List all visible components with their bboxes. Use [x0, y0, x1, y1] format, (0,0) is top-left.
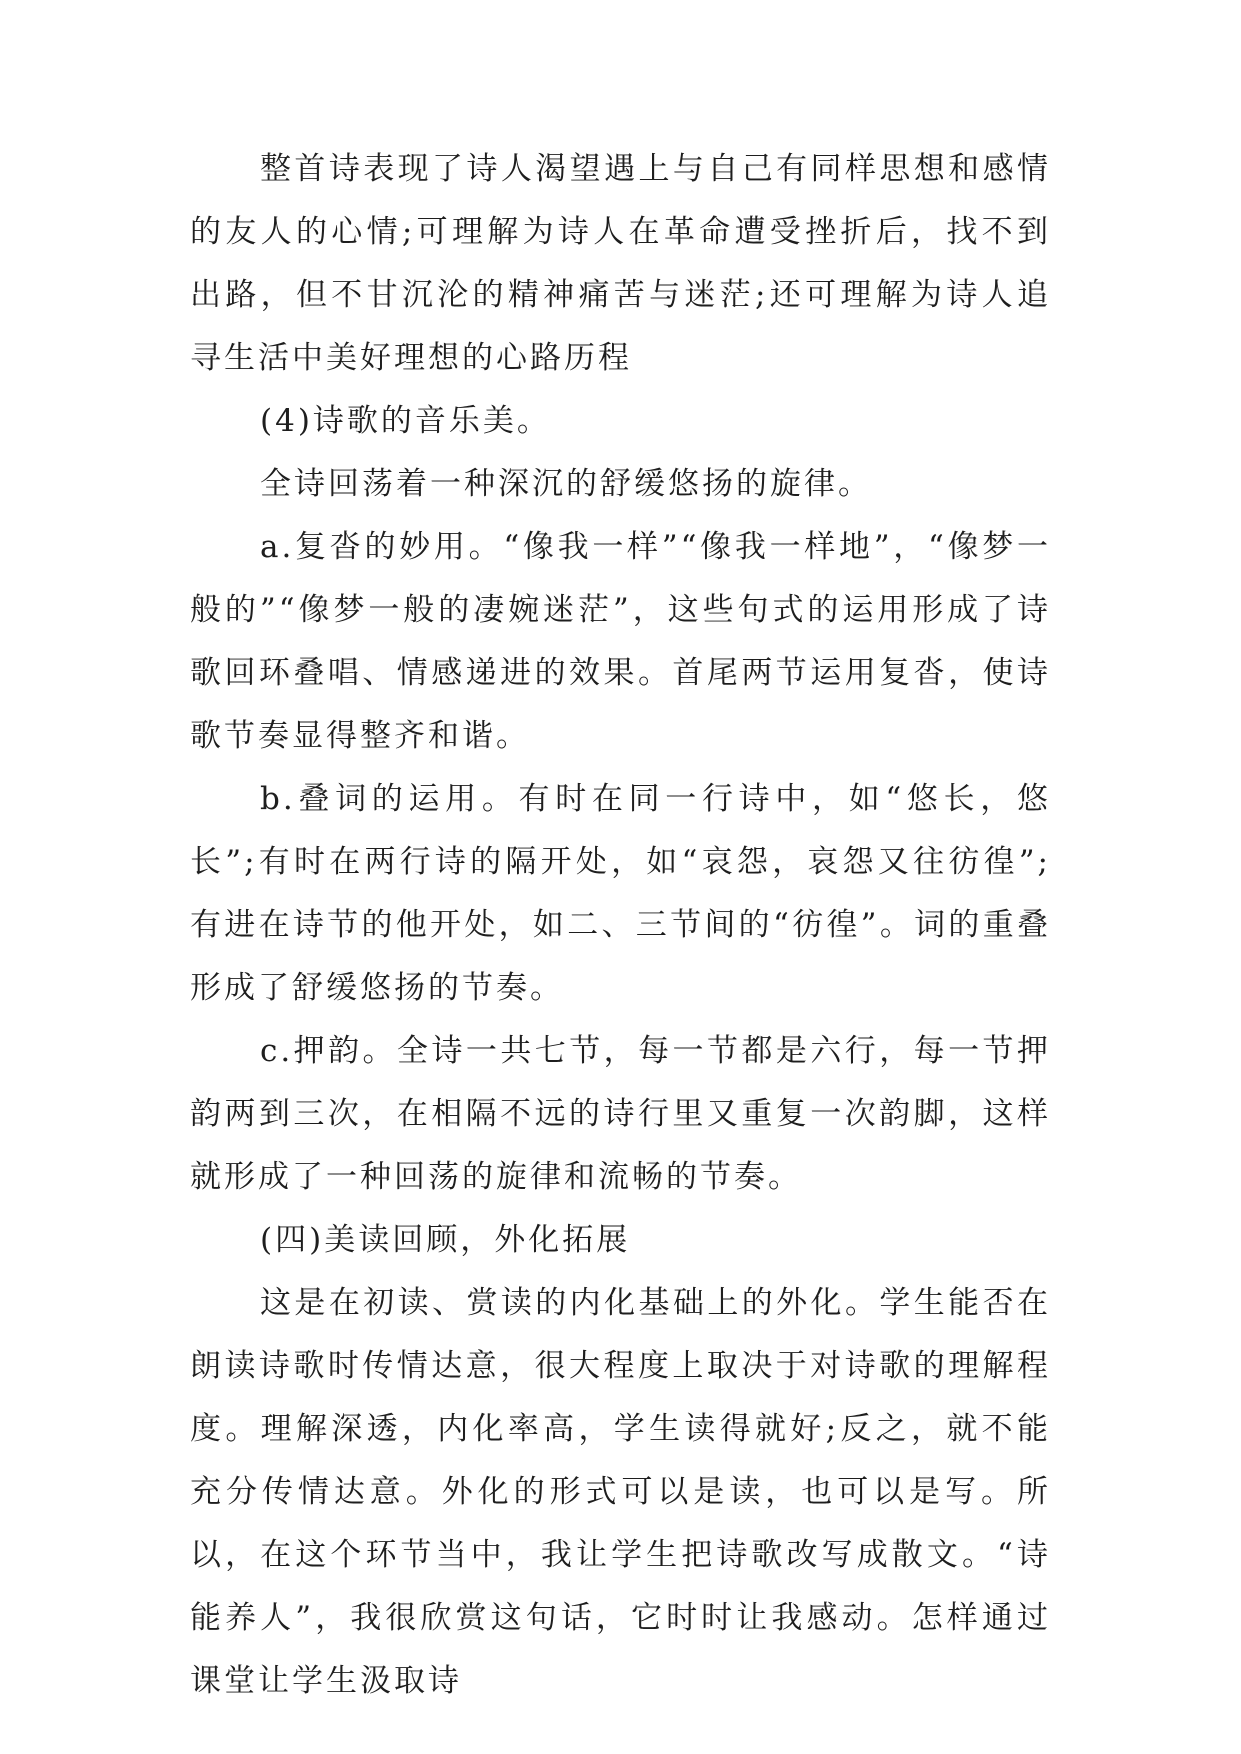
heading-section-four: (四)美读回顾，外化拓展	[260, 1222, 631, 1258]
paragraph-externalization: 这是在初读、赏读的内化基础上的外化。学生能否在朗读诗歌时传情达意，很大程度上取决于对诗歌的理解程度。理解深透，内化率高，学生读得就好;反之，就不能充分传情达意。外化的形式可以是读，也可以是写。所以，在这个环节当中，我让学生把诗歌改写成散文。“诗能养人”，我很欣赏这句话，它时时让我感动。怎样通过课堂让学生汲取诗	[190, 1285, 1051, 1699]
heading-music-beauty: (4)诗歌的音乐美。	[260, 403, 551, 439]
paragraph-rhythm: 全诗回荡着一种深沉的舒缓悠扬的旋律。	[260, 466, 872, 502]
paragraph-reduplication: b.叠词的运用。有时在同一行诗中，如“悠长，悠长”;有时在两行诗的隔开处，如“哀怨，哀怨又往彷徨”;有进在诗节的他开处，如二、三节间的“彷徨”。词的重叠形成了舒缓悠扬的节奏。	[190, 781, 1051, 1006]
paragraph-summary: 整首诗表现了诗人渴望遇上与自己有同样思想和感情的友人的心情;可理解为诗人在革命遭受挫折后，找不到出路，但不甘沉沦的精神痛苦与迷茫;还可理解为诗人追寻生活中美好理想的心路历程	[190, 151, 1051, 376]
paragraph-repetition: a.复沓的妙用。“像我一样”“像我一样地”，“像梦一般的”“像梦一般的凄婉迷茫”，这些句式的运用形成了诗歌回环叠唱、情感递进的效果。首尾两节运用复沓，使诗歌节奏显得整齐和谐。	[190, 529, 1051, 754]
paragraph-rhyme: c.押韵。全诗一共七节，每一节都是六行，每一节押韵两到三次，在相隔不远的诗行里又重复一次韵脚，这样就形成了一种回荡的旋律和流畅的节奏。	[190, 1033, 1051, 1195]
